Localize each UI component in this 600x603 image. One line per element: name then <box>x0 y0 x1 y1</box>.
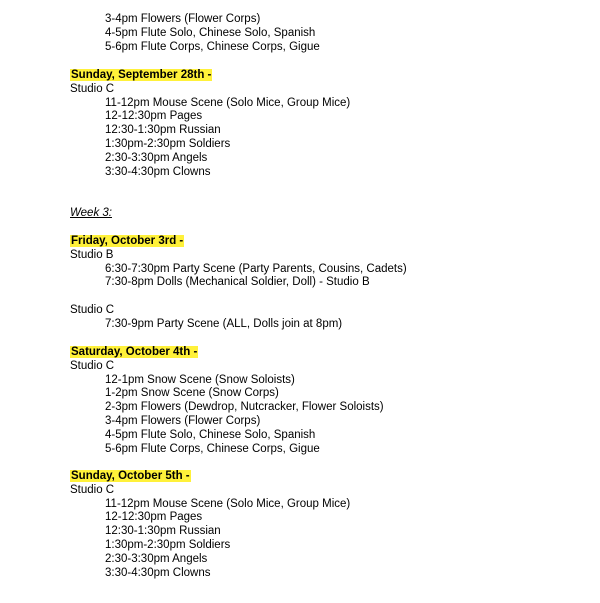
schedule-item: 2-3pm Flowers (Dewdrop, Nutcracker, Flower Soloists) <box>105 401 384 414</box>
day-section-sep28 <box>0 69 600 179</box>
studio-label: Studio C <box>70 483 115 496</box>
schedule-item: 5-6pm Flute Corps, Chinese Corps, Gigue <box>105 40 320 53</box>
schedule-item: 5-6pm Flute Corps, Chinese Corps, Gigue <box>105 442 320 455</box>
schedule-item: 4-5pm Flute Solo, Chinese Solo, Spanish <box>105 428 316 441</box>
day-section-oct3-studio-c <box>0 304 600 332</box>
schedule-item: 12-12:30pm Pages <box>105 511 203 524</box>
day-heading <box>0 69 600 83</box>
schedule-item: 3:30-4:30pm Clowns <box>105 165 211 178</box>
studio-label: Studio B <box>70 248 114 261</box>
day-section-oct5 <box>0 470 600 580</box>
day-heading <box>0 470 600 484</box>
schedule-item: 6:30-7:30pm Party Scene (Party Parents, Cousins, Cadets) <box>105 262 407 275</box>
day-heading <box>0 346 600 360</box>
schedule-item: 1:30pm-2:30pm Soldiers <box>105 137 231 150</box>
schedule-item: 4-5pm Flute Solo, Chinese Solo, Spanish <box>105 26 316 39</box>
carryover-section <box>0 13 600 54</box>
day-heading-text: Friday, October 3rd - <box>71 235 184 247</box>
day-section-oct3 <box>0 235 600 290</box>
schedule-item: 7:30-9pm Party Scene (ALL, Dolls join at 8pm) <box>105 317 343 330</box>
schedule-item: 11-12pm Mouse Scene (Solo Mice, Group Mice) <box>105 497 351 510</box>
schedule-item: 3-4pm Flowers (Flower Corps) <box>105 13 261 25</box>
studio-label: Studio C <box>70 82 115 95</box>
day-section-oct4 <box>0 346 600 456</box>
schedule-item: 2:30-3:30pm Angels <box>105 552 208 565</box>
schedule-item: 1:30pm-2:30pm Soldiers <box>105 538 231 551</box>
day-heading-text: Saturday, October 4th - <box>71 346 198 358</box>
week-section <box>0 207 600 221</box>
schedule-item: 11-12pm Mouse Scene (Solo Mice, Group Mice) <box>105 96 351 109</box>
day-heading-text: Sunday, September 28th - <box>71 69 212 81</box>
schedule-item: 3-4pm Flowers (Flower Corps) <box>105 414 261 427</box>
schedule-item: 7:30-8pm Dolls (Mechanical Soldier, Doll) - Studio B <box>105 276 370 289</box>
schedule-item: 1-2pm Snow Scene (Snow Corps) <box>105 387 279 400</box>
schedule-item: 12:30-1:30pm Russian <box>105 525 221 538</box>
day-heading <box>0 235 600 249</box>
studio-label: Studio C <box>70 304 115 316</box>
studio-label: Studio C <box>70 359 115 372</box>
schedule-item: 2:30-3:30pm Angels <box>105 151 208 164</box>
week-label: Week 3: <box>70 207 112 219</box>
schedule-item: 3:30-4:30pm Clowns <box>105 566 211 579</box>
schedule-item: 12:30-1:30pm Russian <box>105 124 221 137</box>
day-heading-text: Sunday, October 5th - <box>71 470 190 482</box>
schedule-item: 12-1pm Snow Scene (Snow Soloists) <box>105 373 295 386</box>
schedule-item: 12-12:30pm Pages <box>105 110 203 123</box>
